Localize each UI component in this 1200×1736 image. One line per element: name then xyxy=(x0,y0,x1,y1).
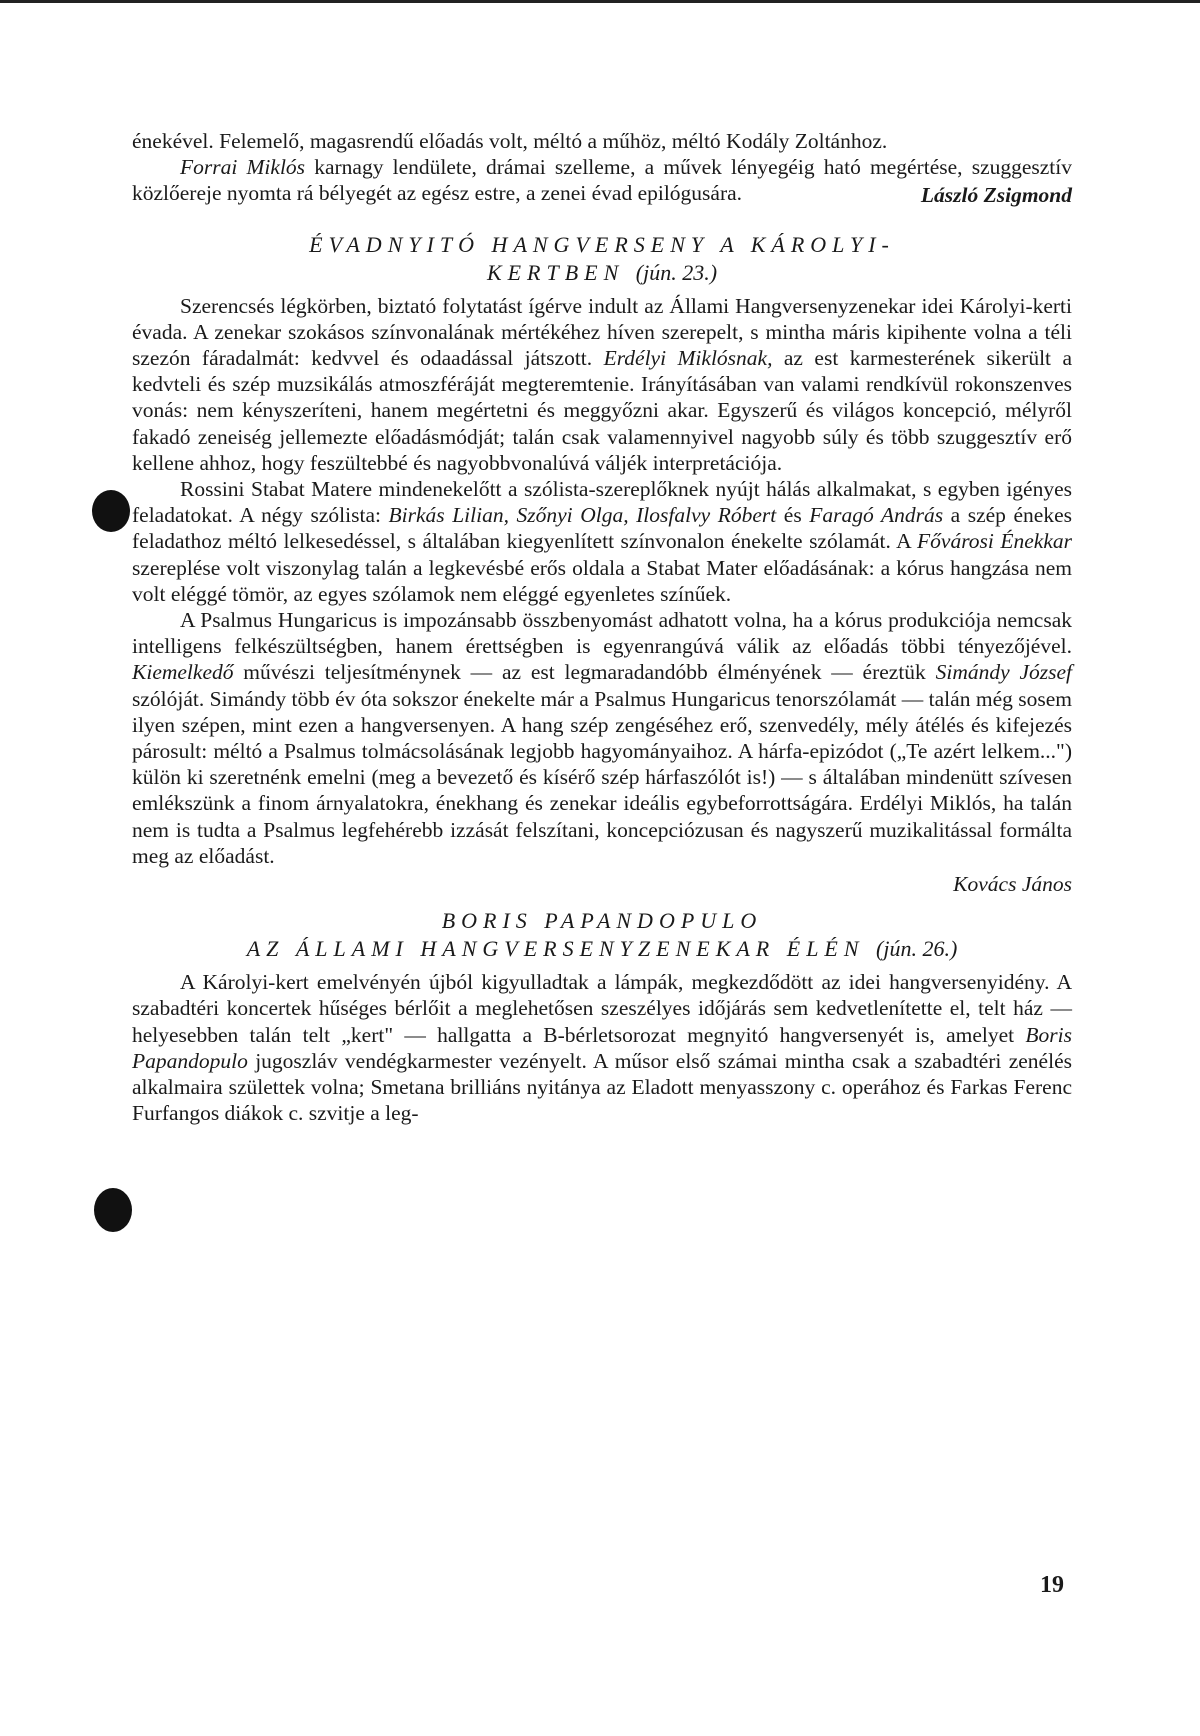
top-border-rule xyxy=(0,0,1200,3)
paragraph-text: jugoszláv vendégkarmester vezényelt. A műsor első számai mintha csak a szabadtéri zenélés alkalmaira születtek volna; Smetana brilliáns nyitánya az Eladott menyasszony c. operához és Farkas Ferenc Furfangos diákok c. szvitje a leg- xyxy=(132,1048,1072,1126)
paragraph-text: és xyxy=(776,503,810,528)
conductor-name: Boris Papandopulo xyxy=(132,1022,1072,1073)
heading-line: AZ ÁLLAMI HANGVERSENYZENEKAR ÉLÉN xyxy=(246,936,865,962)
heading-line: ÉVADNYITÓ HANGVERSENY A KÁROLYI- xyxy=(309,231,895,257)
heading-line: KERTBEN xyxy=(486,259,625,285)
author-signature: Kovács János xyxy=(953,872,1072,897)
paragraph-text: A Psalmus Hungaricus is impozánsabb összbenyomást adhatott volna, ha a kórus produkciója nemcsak intelligens felkészültségben, hanem érettségben is egyenrangúvá válik az előadás többi tényezőjével. xyxy=(132,608,1072,659)
paragraph xyxy=(132,293,1072,476)
punch-hole-mark-upper xyxy=(92,490,130,532)
heading-line: BORIS PAPANDOPULO xyxy=(441,908,763,934)
paragraph-text: karnagy lendülete, drámai szelleme, a művek lényegéig ható megértése, szuggesztív közlőereje nyomta rá bélyegét az egész estre, a zenei évad epilógusára. xyxy=(132,155,1073,206)
soloist-name: Faragó András xyxy=(809,503,944,528)
paragraph-text: Rossini Stabat Matere mindenekelőtt a szólista-szereplőknek nyújt hálás alkalmakat, s egyben igényes feladatokat. A négy szólista: xyxy=(132,477,1072,528)
paragraph-text: szereplése volt viszonylag talán a legkevésbé erős oldala a Stabat Mater előadásának: a kórus hangzása nem volt eléggé tömör, az egyes szólamok nem eléggé egyenletes színűek. xyxy=(132,555,1072,606)
paragraph xyxy=(132,476,1072,607)
section-heading-evadnyito xyxy=(132,231,1072,287)
soloist-name: Simándy József xyxy=(935,660,1072,685)
section-kodaly-review-end xyxy=(132,128,1072,209)
section-heading-papandopulo xyxy=(132,907,1072,963)
conductor-name: Erdélyi Miklósnak, xyxy=(603,346,773,371)
paragraph: énekével. Felemelő, magasrendű előadás volt, méltó a műhöz, méltó Kodály Zoltánhoz. xyxy=(132,129,888,153)
page-number: 19 xyxy=(1040,1572,1064,1598)
paragraph xyxy=(132,154,1072,206)
paragraph-text: az est karmesterének sikerült a kedvteli és szép muzsikálás atmoszféráját megteremtenie. Irányításában van valami rendkívül rokonszenves vonás: nem kényszeríteni, hanem megértetni és meggyőzni akar. Egyszerű és világos koncepció, mélyről fakadó zeneiség jellemezte előadásmódját; talán csak valamennyivel nagyobb súly és több szuggesztív erő kellene ahhoz, hogy feszültebbé és nagyobbvonalúvá váljék interpretációja. xyxy=(132,346,1072,475)
author-signature: László Zsigmond xyxy=(920,183,1072,208)
conductor-name: Forrai Miklós xyxy=(180,155,306,180)
paragraph-text: szólóját. Simándy több év óta sokszor énekelte már a Psalmus Hungaricus tenorszólamát — talán még sosem ilyen szépen, mint ezen a hangversenyen. A hang szép zengéséhez erő, szenvedély, mély átélés és kifejezés párosult: méltó a Psalmus tolmácsolásának legjobb hagyományaihoz. A hárfa-epizódot („Te azért lelkem...") külön ki szeretnénk emelni (meg a bevezető és kísérő szép hárfaszólót is!) — s általában mindenütt szívesen emlékszünk a finom árnyalatokra, énekhang és zenekar ideális egybeforrottságára. Erdélyi Miklós, ha talán nem is tudta a Psalmus legfehérebb izzását felszítani, koncepciózusan és nagyszerű muzikalitással formálta meg az előadást. xyxy=(132,686,1072,868)
paragraph-text: Szerencsés légkörben, biztató folytatást ígérve indult az Állami Hangversenyzenekar idei Károlyi-kerti évada. A zenekar szokásos színvonalának mértékéhez híven szerepelt, s mintha máris kipihente volna a téli szezón fáradalmát: kedvvel és odaadással játszott. xyxy=(132,293,1072,371)
paragraph-text: a szép énekes feladathoz méltó lelkesedéssel, s általában kiegyenlített színvonalon énekelte szólamát. A xyxy=(132,503,1072,554)
paragraph-text: művészi teljesítménynek — az est legmaradandóbb élményének — éreztük xyxy=(233,660,936,685)
paragraph-text: A Károlyi-kert emelvényén újból kigyulladtak a lámpák, megkezdődött az idei hangversenyidény. A szabadtéri koncertek hűséges bérlőit a meglehetősen szeszélyes időjárás sem kedvetlenítette el, telt ház — helyesebben talán telt „kert" — hallgatta a B-bérletsorozat megnyitó hangversenyét is, amelyet xyxy=(132,970,1072,1047)
heading-date: (jún. 23.) xyxy=(635,259,718,285)
punch-hole-mark-lower xyxy=(94,1188,132,1232)
page-body xyxy=(132,128,1072,1127)
emphasis-text: Kiemelkedő xyxy=(132,660,234,685)
paragraph xyxy=(132,607,1072,869)
paragraph xyxy=(132,969,1072,1126)
choir-name: Fővárosi Énekkar xyxy=(917,529,1072,554)
soloist-names: Birkás Lilian, Szőnyi Olga, Ilosfalvy Róbert xyxy=(388,503,777,528)
heading-date: (jún. 26.) xyxy=(876,936,958,962)
